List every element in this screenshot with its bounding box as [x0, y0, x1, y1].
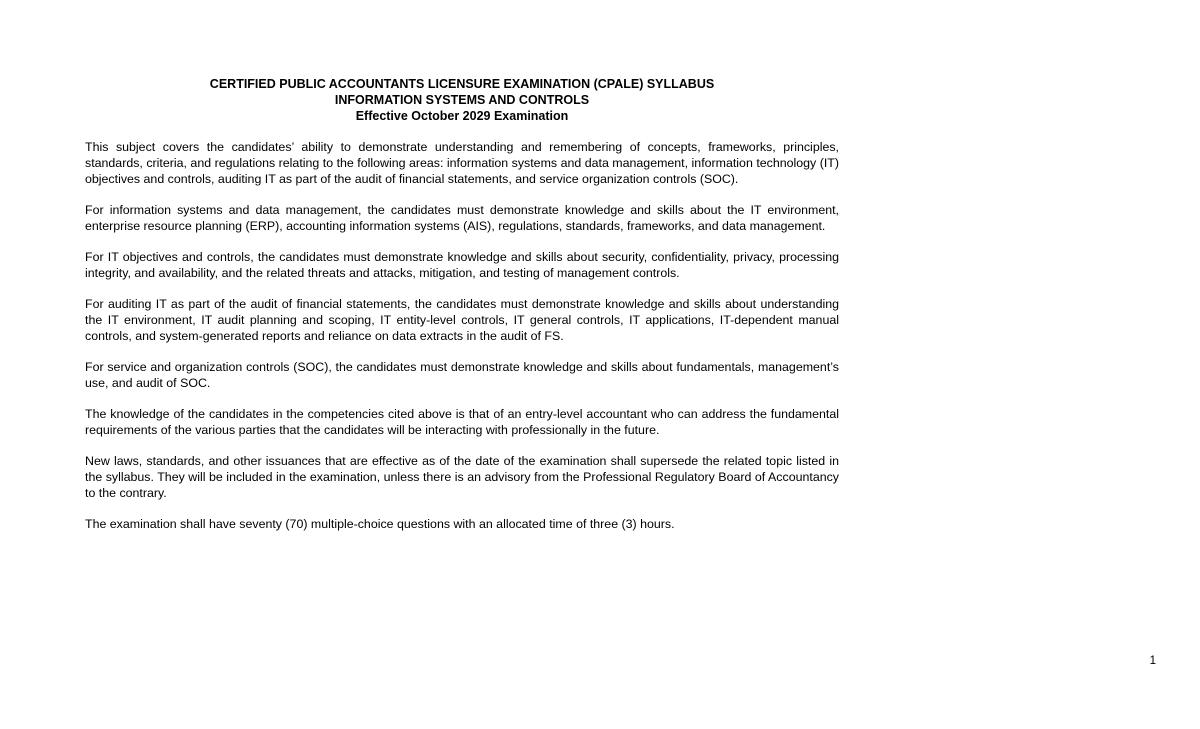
effectivity-line: Effective October 2029 Examination	[355, 109, 569, 123]
paragraph-it-objectives: For IT objectives and controls, the candidates must demonstrate knowledge and skills about security, confidentiality, privacy, processing integrity, and availability, and the related threats and attacks, mitigation, and testing of management controls.	[85, 250, 839, 280]
document-body	[85, 139, 839, 547]
syllabus-title: CERTIFIED PUBLIC ACCOUNTANTS LICENSURE EXAMINATION (CPALE) SYLLABUS	[209, 77, 715, 91]
paragraph-information-systems: For information systems and data management, the candidates must demonstrate knowledge and skills about the IT environment, enterprise resource planning (ERP), accounting information systems (AIS), regulations, standards, frameworks, and data management.	[85, 203, 839, 233]
paragraph-soc: For service and organization controls (SOC), the candidates must demonstrate knowledge and skills about fundamentals, management’s use, and audit of SOC.	[85, 360, 839, 390]
paragraph-new-laws: New laws, standards, and other issuances that are effective as of the date of the examination shall supersede the related topic listed in the syllabus. They will be included in the examination, unless there is an advisory from the Professional Regulatory Board of Accountancy to the contrary.	[85, 454, 839, 500]
paragraph-competency-level: The knowledge of the candidates in the competencies cited above is that of an entry-level accountant who can address the fundamental requirements of the various parties that the candidates will be interacting with professionally in the future.	[85, 407, 839, 437]
paragraph-exam-format: The examination shall have seventy (70) multiple-choice questions with an allocated time of three (3) hours.	[85, 517, 675, 531]
page-number: 1	[1149, 655, 1156, 667]
paragraph-subject-overview: This subject covers the candidates’ ability to demonstrate understanding and remembering of concepts, frameworks, principles, standards, criteria, and regulations relating to the following areas: information systems and data management, information technology (IT) objectives and controls, auditing IT as part of the audit of financial statements, and service organization controls (SOC).	[85, 140, 839, 186]
paragraph-auditing-it: For auditing IT as part of the audit of financial statements, the candidates must demonstrate knowledge and skills about understanding the IT environment, IT audit planning and scoping, IT entity-level controls, IT general controls, IT applications, IT-dependent manual controls, and system-generated reports and reliance on data extracts in the audit of FS.	[85, 297, 839, 343]
subject-title: INFORMATION SYSTEMS AND CONTROLS	[334, 93, 590, 107]
document-heading	[85, 76, 839, 124]
